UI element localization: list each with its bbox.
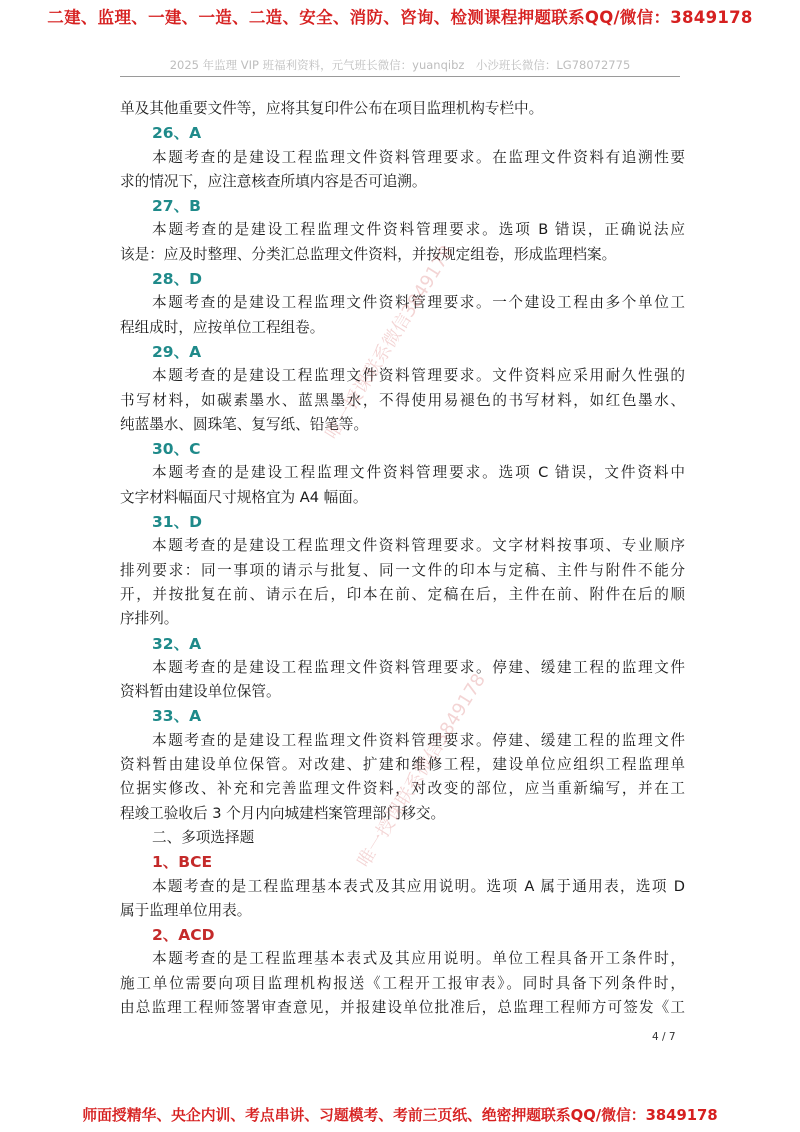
answer-heading: 31、D <box>152 513 202 532</box>
answer-heading: 27、B <box>152 197 201 216</box>
paragraph-line: 开，并按批复在前、请示在后，印本在前、定稿在后，主件在前、附件在后的顺 <box>120 585 685 603</box>
paragraph-line: 书写材料，如碳素墨水、蓝黑墨水，不得使用易褪色的书写材料，如红色墨水、 <box>120 391 685 409</box>
top-contact-banner: 二建、监理、一建、一造、二造、安全、消防、咨询、检测课程押题联系QQ/微信：3849178 <box>47 8 753 27</box>
paragraph-line: 本题考查的是工程监理基本表式及其应用说明。单位工程具备开工条件时， <box>152 950 685 968</box>
header-divider <box>120 76 680 77</box>
paragraph-line: 本题考查的是建设工程监理文件资料管理要求。选项 C 错误，文件资料中 <box>152 464 685 482</box>
paragraph-line: 排列要求：同一事项的请示与批复、同一文件的印本与定稿、主件与附件不能分 <box>120 561 685 579</box>
answer-heading: 1、BCE <box>152 853 213 872</box>
paragraph-line: 由总监理工程师签署审查意见，并报建设单位批准后，总监理工程师方可签发《工 <box>120 998 685 1016</box>
document-body <box>120 97 685 1020</box>
paragraph-line: 位据实修改、补充和完善监理文件资料，对改变的部位，应当重新编写，并在工 <box>120 780 685 798</box>
bottom-contact-banner: 师面授精华、央企内训、考点串讲、习题模考、考前三页纸、绝密押题联系QQ/微信：3849178 <box>82 1107 718 1124</box>
paragraph-line: 本题考查的是建设工程监理文件资料管理要求。一个建设工程由多个单位工 <box>152 294 685 312</box>
paragraph-line: 程竣工验收后 3 个月内向城建档案管理部门移交。 <box>120 804 446 822</box>
paragraph-line: 本题考查的是建设工程监理文件资料管理要求。停建、缓建工程的监理文件 <box>152 658 685 676</box>
watermark-text: 唯一授课联系微信3849178 <box>353 670 490 872</box>
watermark-text: 唯一授课联系微信3849178 <box>321 242 458 444</box>
paragraph-line: 本题考查的是建设工程监理文件资料管理要求。停建、缓建工程的监理文件 <box>152 731 685 749</box>
paragraph-line: 属于监理单位用表。 <box>120 901 252 919</box>
paragraph-line: 本题考查的是建设工程监理文件资料管理要求。在监理文件资料有追溯性要 <box>152 148 685 166</box>
paragraph-line: 该是：应及时整理、分类汇总监理文件资料，并按规定组卷，形成监理档案。 <box>120 245 617 263</box>
paragraph-line: 程组成时，应按单位工程组卷。 <box>120 318 325 336</box>
paragraph-line: 纯蓝墨水、圆珠笔、复写纸、铅笔等。 <box>120 415 369 433</box>
answer-heading: 32、A <box>152 634 202 653</box>
paragraph-line: 资料暂由建设单位保管。对改建、扩建和维修工程，建设单位应组织工程监理单 <box>120 756 685 774</box>
paragraph-line: 资料暂由建设单位保管。 <box>120 683 281 701</box>
paragraph-line: 本题考查的是建设工程监理文件资料管理要求。文字材料按事项、专业顺序 <box>152 537 685 555</box>
section-heading: 二、多项选择题 <box>152 828 255 846</box>
paragraph-line: 本题考查的是建设工程监理文件资料管理要求。选项 B 错误，正确说法应 <box>152 221 685 239</box>
page-header-note: 2025 年监理 VIP 班福利资料，元气班长微信：yuanqibz 小沙班长微信：LG78072775 <box>169 58 631 72</box>
paragraph-line: 本题考查的是建设工程监理文件资料管理要求。文件资料应采用耐久性强的 <box>152 367 685 385</box>
paragraph-line: 序排列。 <box>120 610 179 628</box>
answer-heading: 28、D <box>152 270 202 289</box>
answer-heading: 33、A <box>152 707 202 726</box>
answer-heading: 30、C <box>152 440 201 459</box>
answer-heading: 26、A <box>152 124 202 143</box>
paragraph-line: 单及其他重要文件等，应将其复印件公布在项目监理机构专栏中。 <box>120 100 544 117</box>
answer-heading: 2、ACD <box>152 926 215 945</box>
paragraph-line: 求的情况下，应注意核查所填内容是否可追溯。 <box>120 172 427 190</box>
paragraph-line: 文字材料幅面尺寸规格宜为 A4 幅面。 <box>120 488 368 506</box>
page-number: 4 / 7 <box>652 1031 676 1043</box>
paragraph-line: 施工单位需要向项目监理机构报送《工程开工报审表》。同时具备下列条件时， <box>120 974 685 992</box>
answer-heading: 29、A <box>152 342 202 361</box>
paragraph-line: 本题考查的是工程监理基本表式及其应用说明。选项 A 属于通用表，选项 D <box>152 877 685 895</box>
